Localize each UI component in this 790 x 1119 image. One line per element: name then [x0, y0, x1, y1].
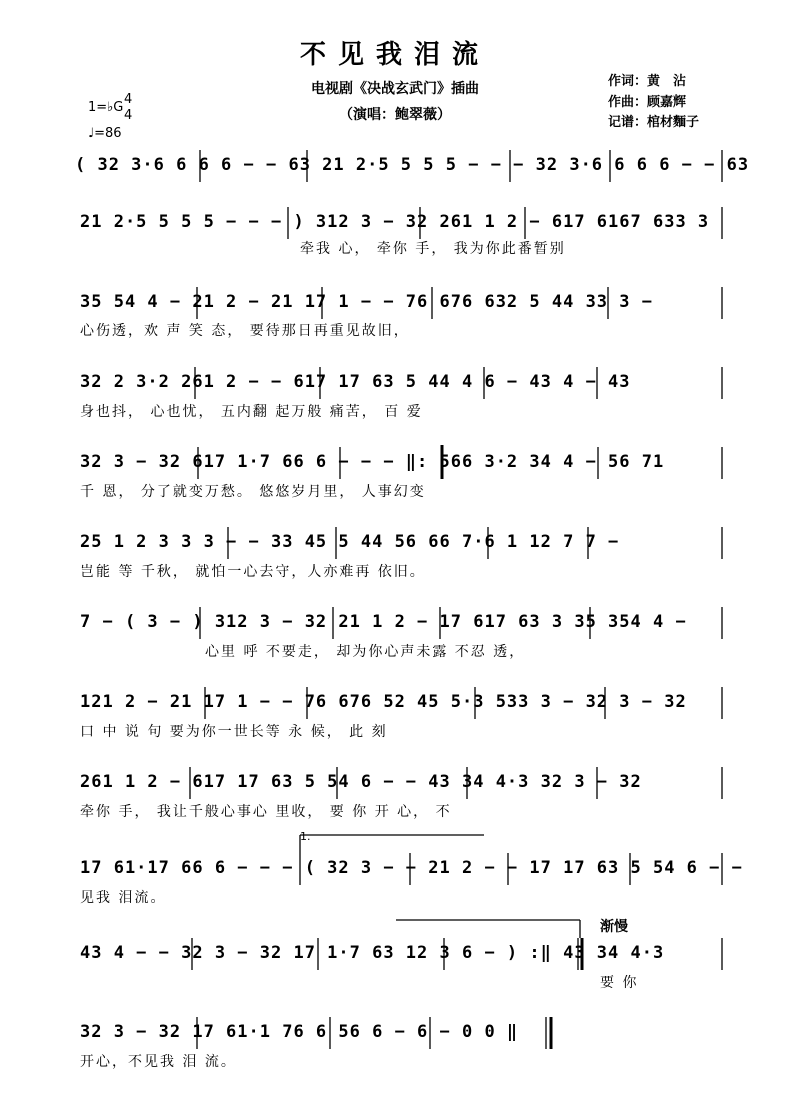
- score-row-7: 7 − ( 3 − ) 312 3 − 32 21 1 2 − 17 617 63 3 35 354 4 −: [80, 612, 687, 632]
- score-row-11: 43 4 − − 32 3 − 32 17 1·7 63 12 3 6 − ) :‖ 43 34 4·3: [80, 943, 665, 963]
- subtitle: 电视剧《决战玄武门》插曲: [311, 81, 479, 97]
- time-top: 4: [124, 92, 133, 107]
- lyric-row-6: 岂能 等 千秋， 就怕一心去守，人亦难再 依旧。: [80, 564, 426, 580]
- tempo-mark: ♩=86: [88, 126, 122, 141]
- lyric-row-11: 要 你: [600, 975, 639, 991]
- score-row-5: 32 3 − 32 617 1·7 66 6 − − − ‖: 566 3·2 34 4 − 56 71: [80, 452, 665, 472]
- composer: 作曲：顾嘉辉: [608, 95, 687, 110]
- lyric-row-10: 见我 泪流。: [80, 890, 167, 906]
- lyric-row-7: 心里 呼 不要走， 却为你心声未露 不忍 透，: [205, 644, 526, 660]
- page-title: 不见我泪流: [299, 40, 490, 70]
- time-bottom: 4: [124, 108, 133, 123]
- score-row-3: 35 54 4 − 21 2 − 21 17 1 − − 76 676 632 5 44 33 3 −: [80, 292, 653, 312]
- ritardando-mark: 渐慢: [600, 919, 628, 935]
- lyricist: 作词：黄 沾: [608, 74, 687, 89]
- score-row-10: 17 61·17 66 6 − − − ( 32 3 − − 21 2 − − 17 17 63 5 54 6 − −: [80, 858, 743, 878]
- score-row-4: 32 2 3·2 261 2 − − 617 17 63 5 44 4 6 − 43 4 − 43: [80, 372, 631, 392]
- score-row-9: 261 1 2 − 617 17 63 5 54 6 − − 43 34 4·3 32 3 − 32: [80, 772, 642, 792]
- lyric-row-4: 身也抖， 心也忧， 五内翻 起万般 痛苦， 百 爱: [80, 404, 423, 420]
- transcriber: 记谱：棺材麵子: [608, 115, 700, 130]
- lyric-row-8: 口 中 说 句 要为你一世长等 永 候， 此 刻: [80, 724, 388, 740]
- score-row-8: 121 2 − 21 17 1 − − 76 676 52 45 5·3 533 3 − 32 3 − 32: [80, 692, 687, 712]
- key-signature: 1=♭G: [88, 100, 124, 115]
- lyric-row-12: 开心，不见我 泪 流。: [80, 1054, 237, 1070]
- lyric-row-3: 心伤透，欢 声 笑 态， 要待那日再重见故旧，: [80, 323, 410, 339]
- score-row-1: ( 32 3·6 6 6 6 − − 63 21 2·5 5 5 5 − − − 32 3·6 6 6 6 − − 63: [75, 155, 750, 175]
- singer: （演唱：鲍翠薇）: [339, 107, 451, 123]
- score-row-2: 21 2·5 5 5 5 − − − ) 312 3 − 32 261 1 2 − 617 6167 633 3: [80, 212, 710, 232]
- score-row-12: 32 3 − 32 17 61·1 76 6 56 6 − 6 − 0 0 ‖: [80, 1022, 519, 1042]
- lyric-row-9: 牵你 手， 我让千般心事心 里收， 要 你 开 心， 不: [80, 804, 452, 820]
- score-row-6: 25 1 2 3 3 3 − − 33 45 5 44 56 66 7·6 1 12 7 7 −: [80, 532, 620, 552]
- lyric-row-5: 千 恩， 分了就变万愁。 悠悠岁月里， 人事幻变: [80, 484, 426, 500]
- lyric-row-2: 牵我 心， 牵你 手， 我为你此番暂别: [300, 241, 566, 257]
- volta-1: 1.: [300, 830, 311, 843]
